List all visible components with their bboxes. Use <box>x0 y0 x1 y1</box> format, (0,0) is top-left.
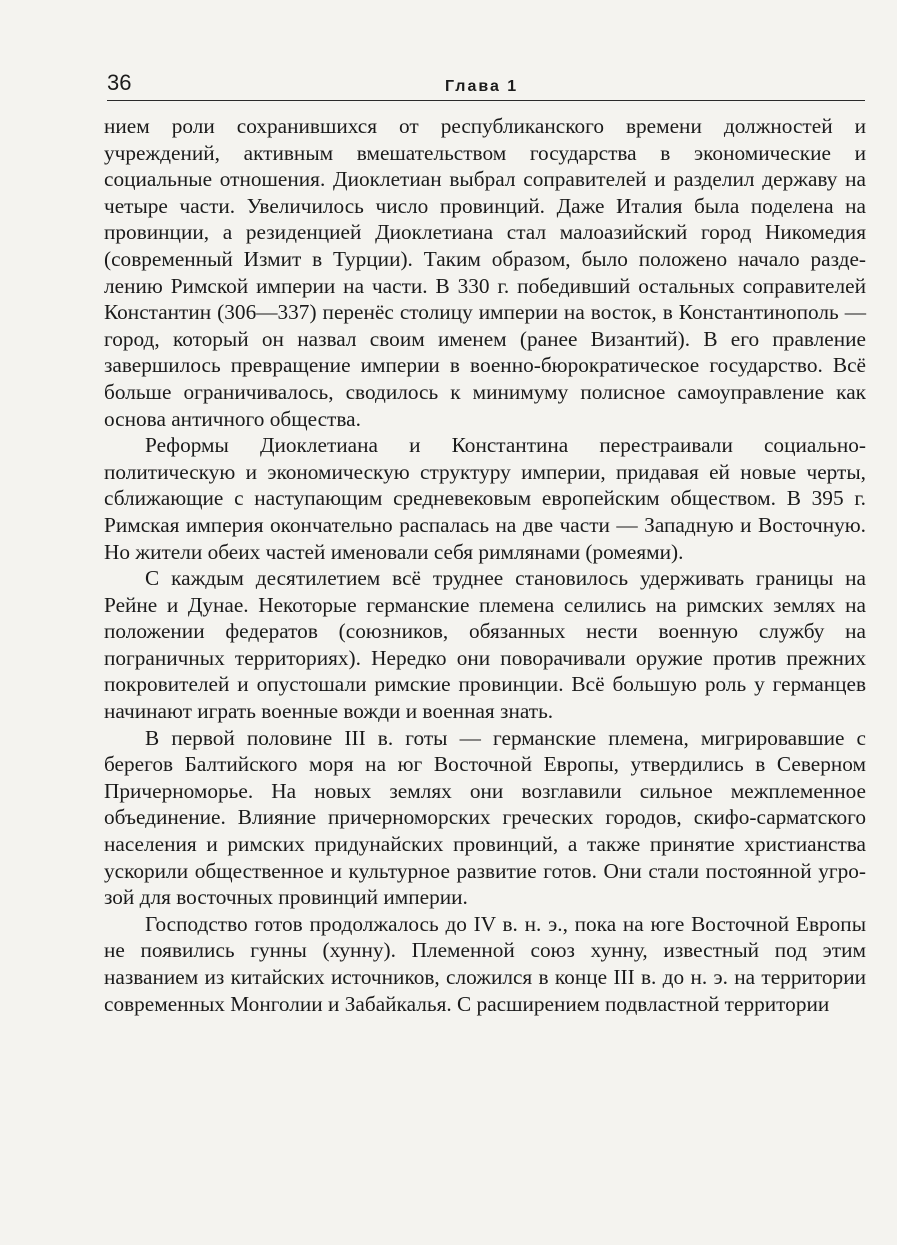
page-number: 36 <box>107 70 132 95</box>
running-header <box>107 68 865 101</box>
paragraph-4: В первой половине III в. готы — германские племена, мигрировавшие с берегов Балтийского моря на юг Восточной Европы, утвердились в Северном Причерноморье. На новых землях они возглавили сильное межплеменное объединение. Влияние причерноморских греческих городов, скифо-сарматского населения и римских придунайских провинций, а также принятие христианства ускорили общественное и культурное развитие готов. Они стали постоянной угрозой для восточных провинций империи. <box>104 725 866 910</box>
paragraph-2: Реформы Диоклетиана и Константина перестраивали социально-политическую и экономическую структуру империи, придавая ей новые черты, сближающие с наступающим средневековым европейским обществом. В 395 г. Римская империя окончательно распалась на две части — Западную и Восточную. Но жители обеих частей именовали себя римлянами (ромеями). <box>104 433 866 564</box>
paragraph-1: нием роли сохранившихся от республиканского времени должностей и учреждений, активным вмешательством государства в экономические и социальные отношения. Диоклетиан выбрал соправителей и разделил державу на четыре части. Увеличилось число провинций. Даже Италия была поделена на провинции, а резиденцией Диоклетиана стал малоазийский город Никомедия (современный Измит в Турции). Таким образом, было положено начало разделению Римской империи на части. В 330 г. победивший остальных соправителей Константин (306—337) перенёс столицу империи на восток, в Константинополь — город, который он назвал своим именем (ранее Византий). В его правление завершилось превращение империи в военно-бюрократическое государство. Всё больше ограничивалось, сводилось к минимуму полисное самоуправление как основа античного общества. <box>104 114 866 431</box>
body-text <box>104 113 866 1017</box>
paragraph-3: С каждым десятилетием всё труднее становилось удерживать границы на Рейне и Дунае. Некоторые германские племена селились на римских землях на положении федератов (союзников, обязанных нести военную службу на пограничных территориях). Нередко они поворачивали оружие против прежних покровителей и опустошали римские провинции. Всё большую роль у германцев начинают играть военные вожди и военная знать. <box>104 566 866 724</box>
paragraph-5: Господство готов продолжалось до IV в. н. э., пока на юге Восточной Европы не появились гунны (хунну). Племенной союз хунну, известный под этим названием из китайских источников, сложился в конце III в. до н. э. на территории современных Монголии и Забайкалья. С расширением подвластной территории <box>104 911 866 1016</box>
chapter-title: Глава 1 <box>445 78 519 95</box>
